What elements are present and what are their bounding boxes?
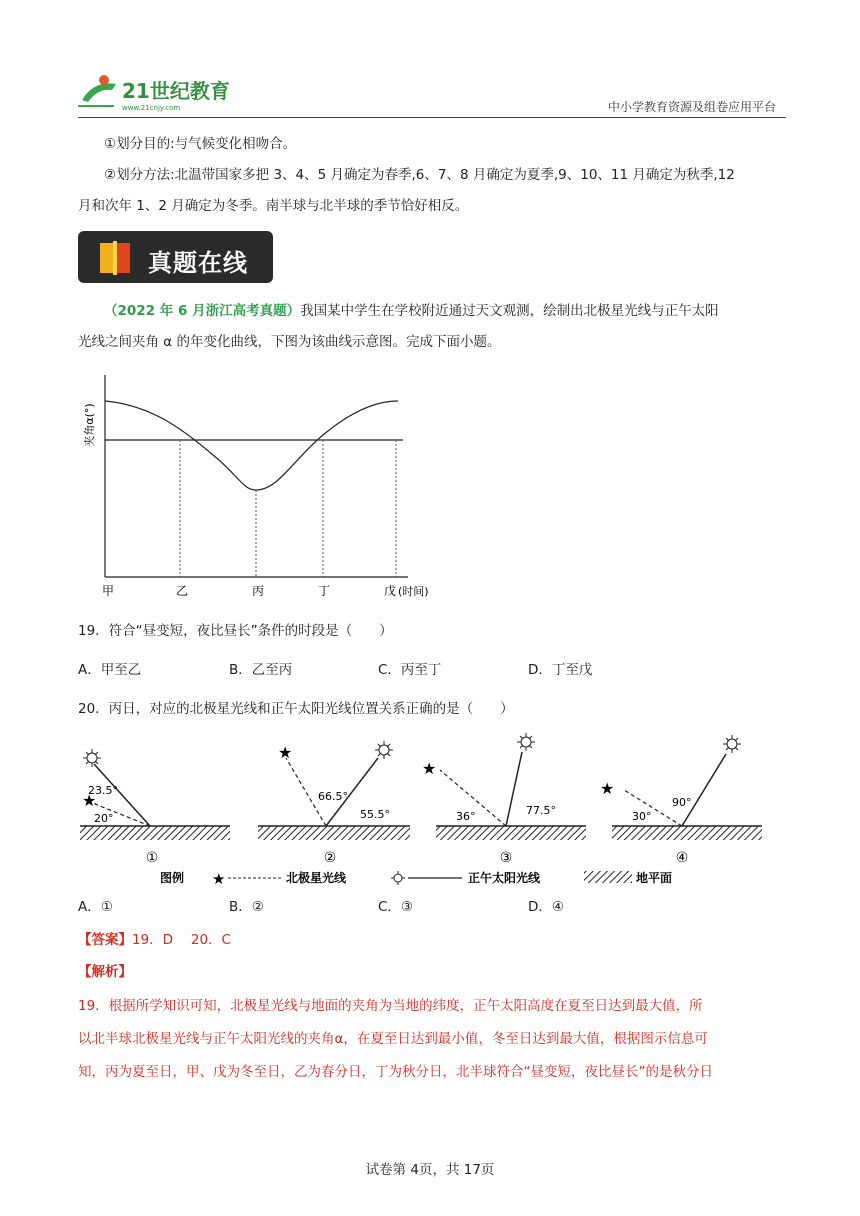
analysis-line-1: 19．根据所学知识可知，北极星光线与地面的夹角为当地的纬度，正午太阳高度在夏至日达到最大值，所 — [78, 998, 703, 1014]
angle-curve-chart — [78, 365, 458, 605]
star-icon: ★ — [212, 870, 226, 888]
question-stem-2: 光线之间夹角 α 的年变化曲线，下图为该曲线示意图。完成下面小题。 — [78, 334, 501, 350]
diagram-2-angle-b: 55.5° — [360, 808, 390, 821]
diagram-1-number: ① — [145, 850, 159, 866]
question-source: （2022 年 6 月浙江高考真题） — [104, 303, 301, 319]
legend-star-label: 北极星光线 — [286, 871, 347, 885]
q20-option-d[interactable]: D．④ — [528, 899, 564, 915]
sun-ray — [682, 754, 726, 826]
sun-icon — [517, 733, 535, 751]
sun-icon — [375, 741, 393, 759]
q20-option-a[interactable]: A．① — [78, 899, 113, 915]
legend-ground-label: 地平面 — [636, 871, 673, 885]
logo-url: www.21cnjy.com — [122, 104, 181, 112]
diagram-4 — [600, 735, 762, 866]
sun-icon — [391, 871, 405, 885]
intro-line-2: ②划分方法:北温带国家多把 3、4、5 月确定为春季,6、7、8 月确定为夏季,9、10、11 月确定为秋季,12 — [104, 167, 735, 183]
q19-stem: 19．符合“昼变短，夜比昼长”条件的时段是（ ） — [78, 623, 393, 639]
alpha-curve — [105, 401, 398, 490]
star-icon: ★ — [422, 759, 437, 778]
answer-line — [78, 932, 231, 948]
q20-option-c[interactable]: C．③ — [378, 899, 414, 915]
diagram-2 — [258, 741, 410, 866]
sun-icon — [723, 735, 741, 753]
diagram-3 — [422, 733, 586, 866]
q19-option-b[interactable]: B．乙至丙 — [229, 662, 293, 678]
diagram-1-angle-b: 20° — [94, 812, 114, 825]
diagram-2-number: ② — [323, 850, 337, 866]
diagram-3-angle-a: 36° — [456, 810, 476, 823]
diagram-4-angle-a: 90° — [672, 796, 692, 809]
question-line-1 — [104, 303, 719, 319]
legend — [160, 870, 672, 888]
star-icon: ★ — [600, 779, 615, 798]
section-banner — [78, 231, 273, 283]
ground — [612, 826, 762, 840]
answer-label: 【答案】 — [78, 932, 132, 948]
banner-label: 真题在线 — [148, 249, 248, 277]
header-divider — [78, 117, 786, 118]
sun-ray — [506, 752, 522, 826]
sun-icon — [83, 749, 101, 767]
platform-name: 中小学教育资源及组卷应用平台 — [607, 100, 776, 114]
diagram-4-angle-b: 30° — [632, 810, 652, 823]
x-axis-unit: (时间) — [398, 585, 429, 598]
diagram-4-number: ④ — [675, 850, 689, 866]
q20-option-b[interactable]: B．② — [229, 899, 264, 915]
diagram-3-angle-b: 77.5° — [526, 804, 556, 817]
diagram-2-angle-a: 66.5° — [318, 790, 348, 803]
book-icon — [96, 239, 136, 277]
analysis-line-3: 知，丙为夏至日，甲、戊为冬至日，乙为春分日，丁为秋分日，北半球符合“昼变短，夜比昼长”的是秋分日 — [78, 1064, 713, 1080]
diagram-3-number: ③ — [499, 850, 513, 866]
q20-diagrams — [78, 728, 778, 890]
legend-title: 图例 — [160, 871, 185, 885]
star-icon: ★ — [278, 743, 293, 762]
ground-swatch — [584, 871, 632, 883]
q19-option-a[interactable]: A．甲至乙 — [78, 662, 142, 678]
intro-line-1: ①划分目的:与气候变化相吻合。 — [104, 136, 297, 152]
legend-sun-label: 正午太阳光线 — [468, 871, 541, 885]
diagram-1 — [80, 749, 230, 866]
star-icon: ★ — [82, 791, 97, 810]
tick-bing: 丙 — [251, 584, 265, 598]
tick-yi: 乙 — [175, 584, 189, 598]
site-logo — [74, 70, 244, 114]
analysis-label: 【解析】 — [78, 964, 132, 980]
analysis-line-2: 以北半球北极星光线与正午太阳光线的夹角α，在夏至日达到最小值，冬至日达到最大值，根据图示信息可 — [78, 1031, 708, 1047]
tick-ding: 丁 — [317, 584, 331, 598]
ground — [80, 826, 230, 840]
question-stem-1: 我国某中学生在学校附近通过天文观测，绘制出北极星光线与正午太阳 — [300, 303, 719, 319]
q20-stem: 20．丙日，对应的北极星光线和正午太阳光线位置关系正确的是（ ） — [78, 701, 514, 717]
answer-value: 19．D 20．C — [132, 932, 231, 948]
ground — [258, 826, 410, 840]
diagram-1-angle-a: 23.5° — [88, 784, 118, 797]
logo-text: 21世纪教育 — [122, 79, 230, 103]
q19-option-c[interactable]: C．丙至丁 — [378, 662, 442, 678]
tick-jia: 甲 — [101, 584, 115, 598]
intro-line-3: 月和次年 1、2 月确定为冬季。南半球与北半球的季节恰好相反。 — [78, 198, 469, 214]
ground — [436, 826, 586, 840]
page-footer: 试卷第 4页，共 17页 — [365, 1162, 495, 1178]
y-axis-label: 夹角α(°) — [83, 403, 96, 447]
q19-option-d[interactable]: D．丁至戊 — [528, 662, 593, 678]
tick-wu: 戊 — [384, 584, 397, 598]
